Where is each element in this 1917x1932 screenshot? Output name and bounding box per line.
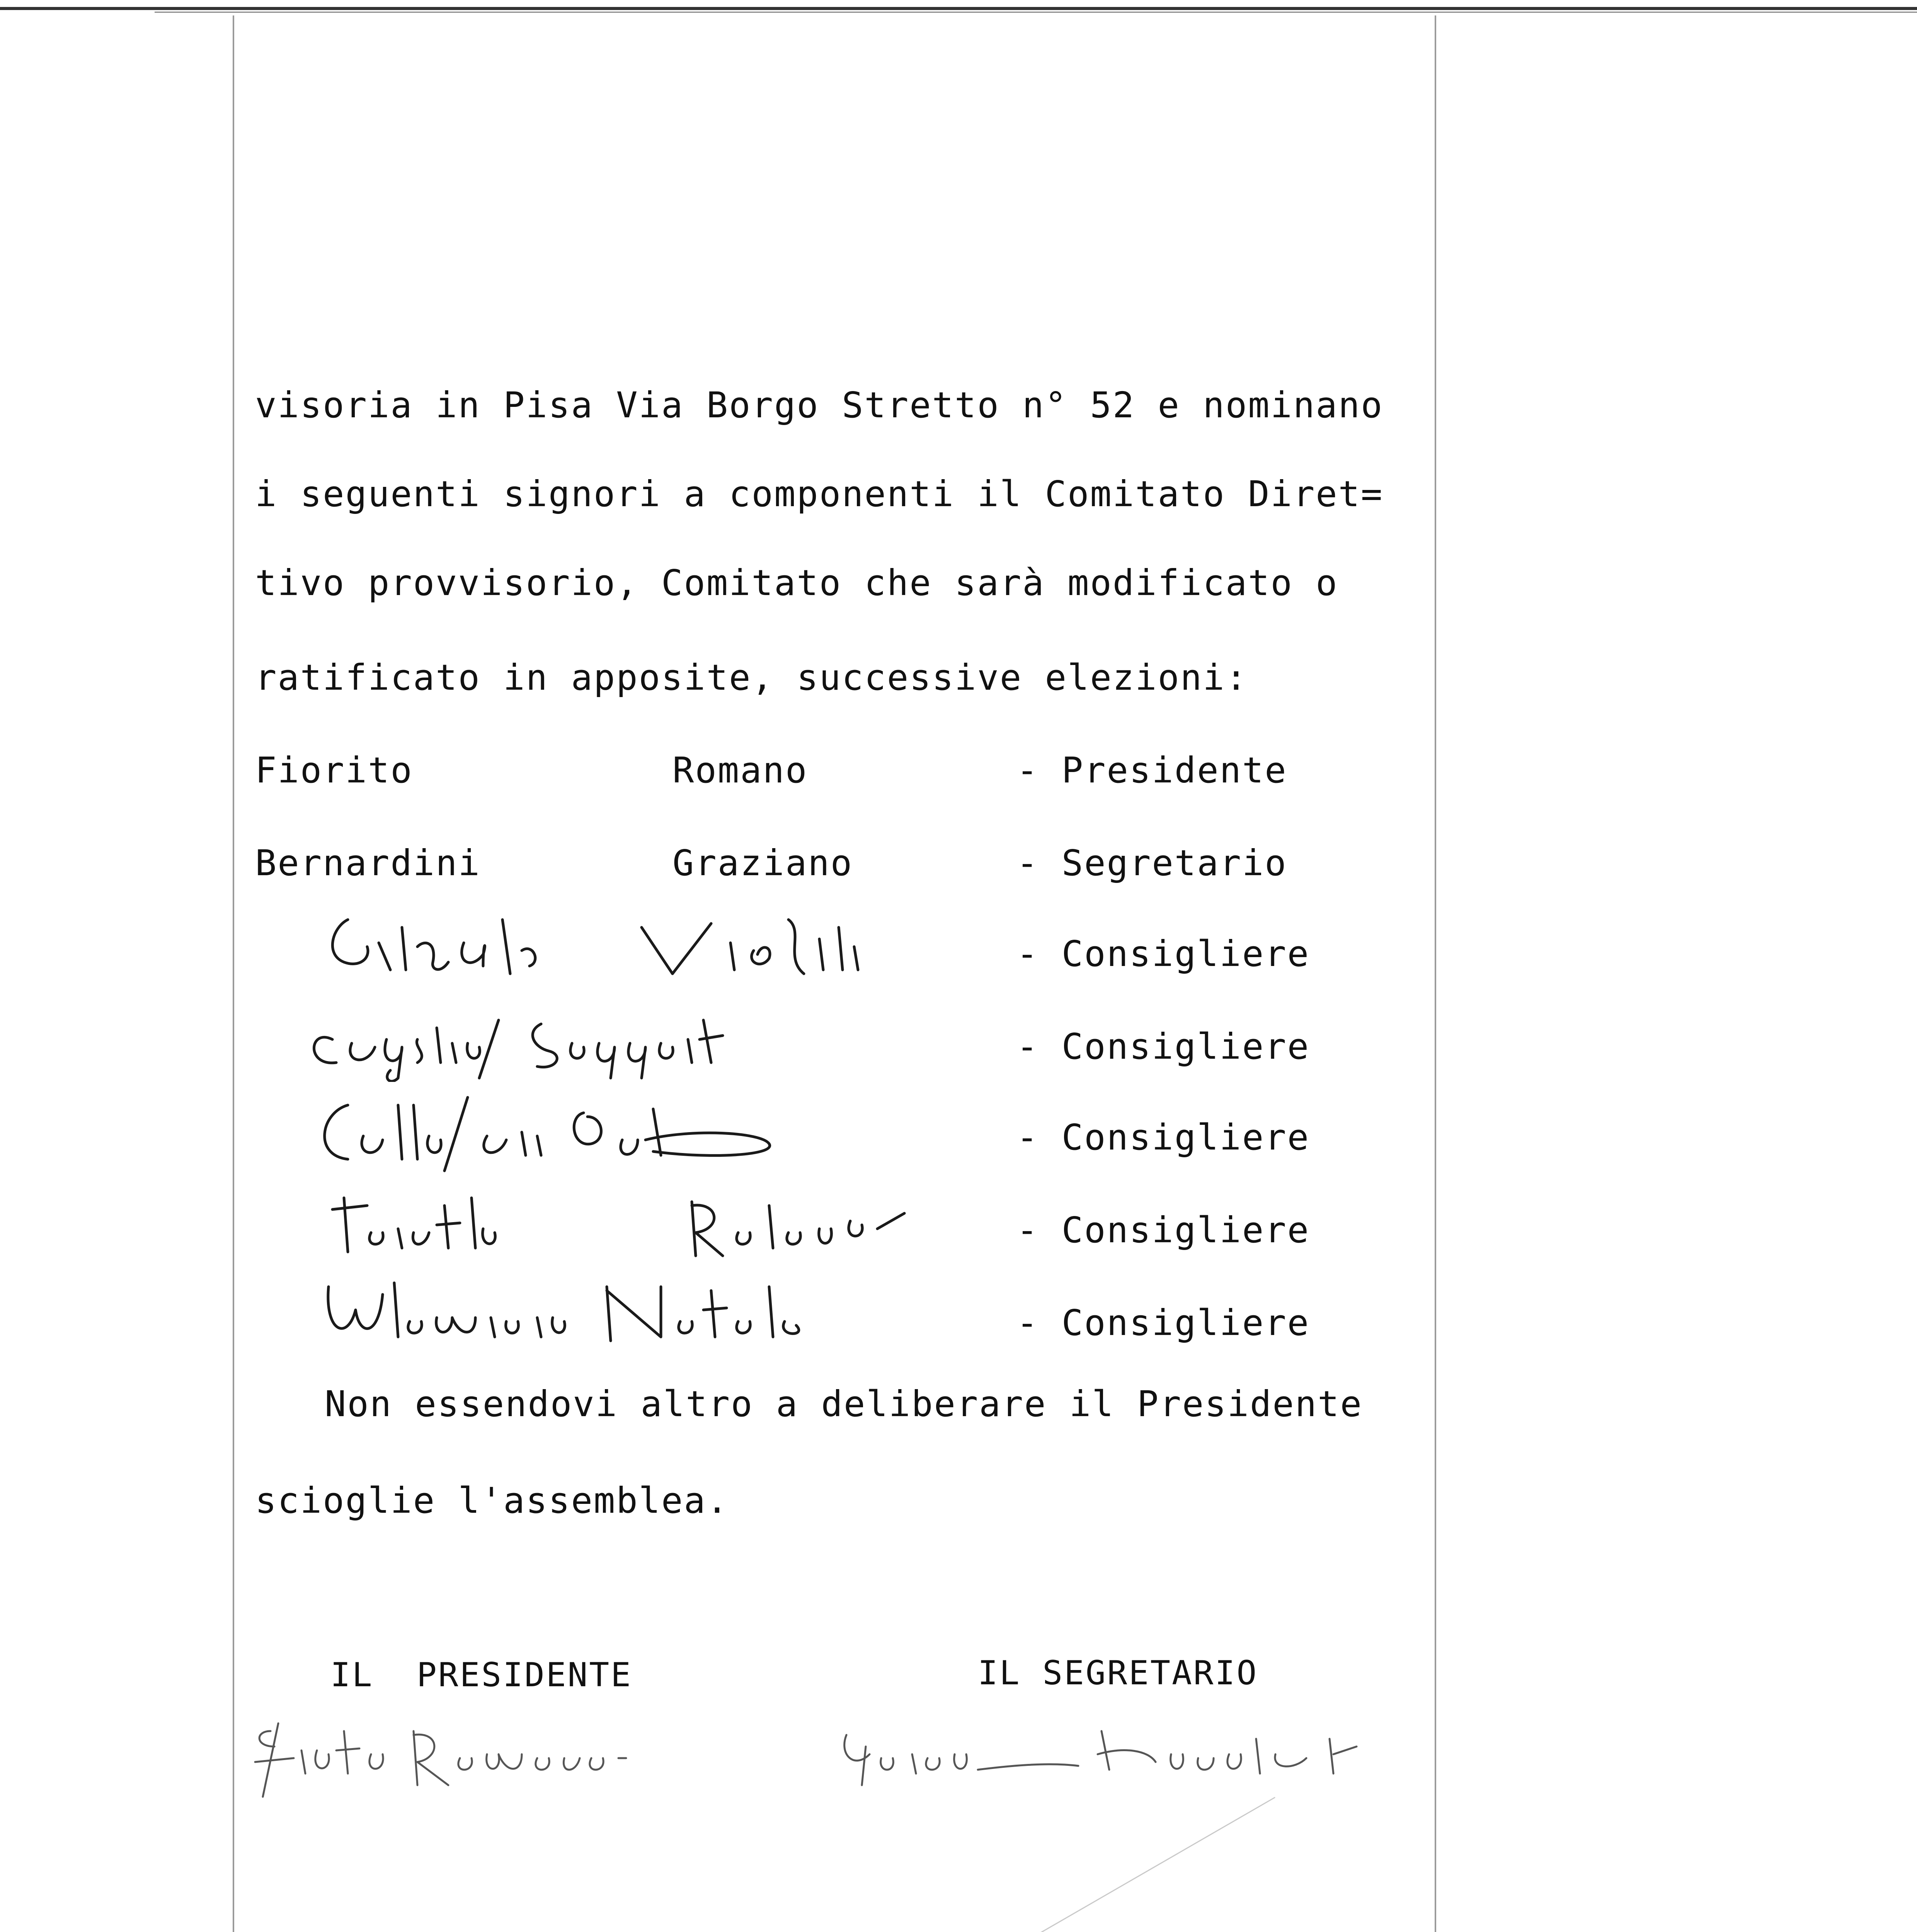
secretary-label: IL SEGRETARIO <box>978 1654 1258 1692</box>
member-name: Graziano <box>672 842 853 884</box>
top-edge-line-secondary <box>155 12 1917 13</box>
closing-line: Non essendovi altro a deliberare il Presidente <box>325 1383 1363 1425</box>
member-role: - Consigliere <box>1016 1117 1310 1158</box>
handwritten-signature <box>313 1264 1047 1356</box>
left-margin-rule <box>233 15 234 1932</box>
member-role: - Consigliere <box>1016 933 1310 975</box>
member-role: - Segretario <box>1016 842 1287 884</box>
text-line: visoria in Pisa Via Borgo Stretto n° 52 e nominano <box>255 384 1384 426</box>
handwritten-signature <box>301 896 1036 989</box>
closing-line: scioglie l'assemblea. <box>255 1480 729 1521</box>
member-role: - Consigliere <box>1016 1026 1310 1067</box>
text-line: ratificato in apposite, successive elezioni: <box>255 657 1248 698</box>
member-surname: Fiorito <box>255 750 413 791</box>
diagonal-crease <box>773 1797 1275 1932</box>
top-edge-line <box>0 7 1917 10</box>
handwritten-signature <box>294 989 1028 1082</box>
text-line: tivo provvisorio, Comitato che sarà modificato o <box>255 562 1338 604</box>
text-line: i seguenti signori a componenti il Comitato Diret= <box>255 473 1384 515</box>
right-margin-rule <box>1435 15 1436 1932</box>
handwritten-signature <box>309 1175 1044 1267</box>
president-label: IL PRESIDENTE <box>330 1656 632 1694</box>
member-name: Romano <box>672 750 808 791</box>
member-role: - Presidente <box>1016 750 1287 791</box>
member-surname: Bernardini <box>255 842 481 884</box>
secretary-signature <box>831 1708 1565 1801</box>
handwritten-signature <box>305 1082 1040 1175</box>
member-role: - Consigliere <box>1016 1209 1310 1251</box>
member-role: - Consigliere <box>1016 1302 1310 1344</box>
